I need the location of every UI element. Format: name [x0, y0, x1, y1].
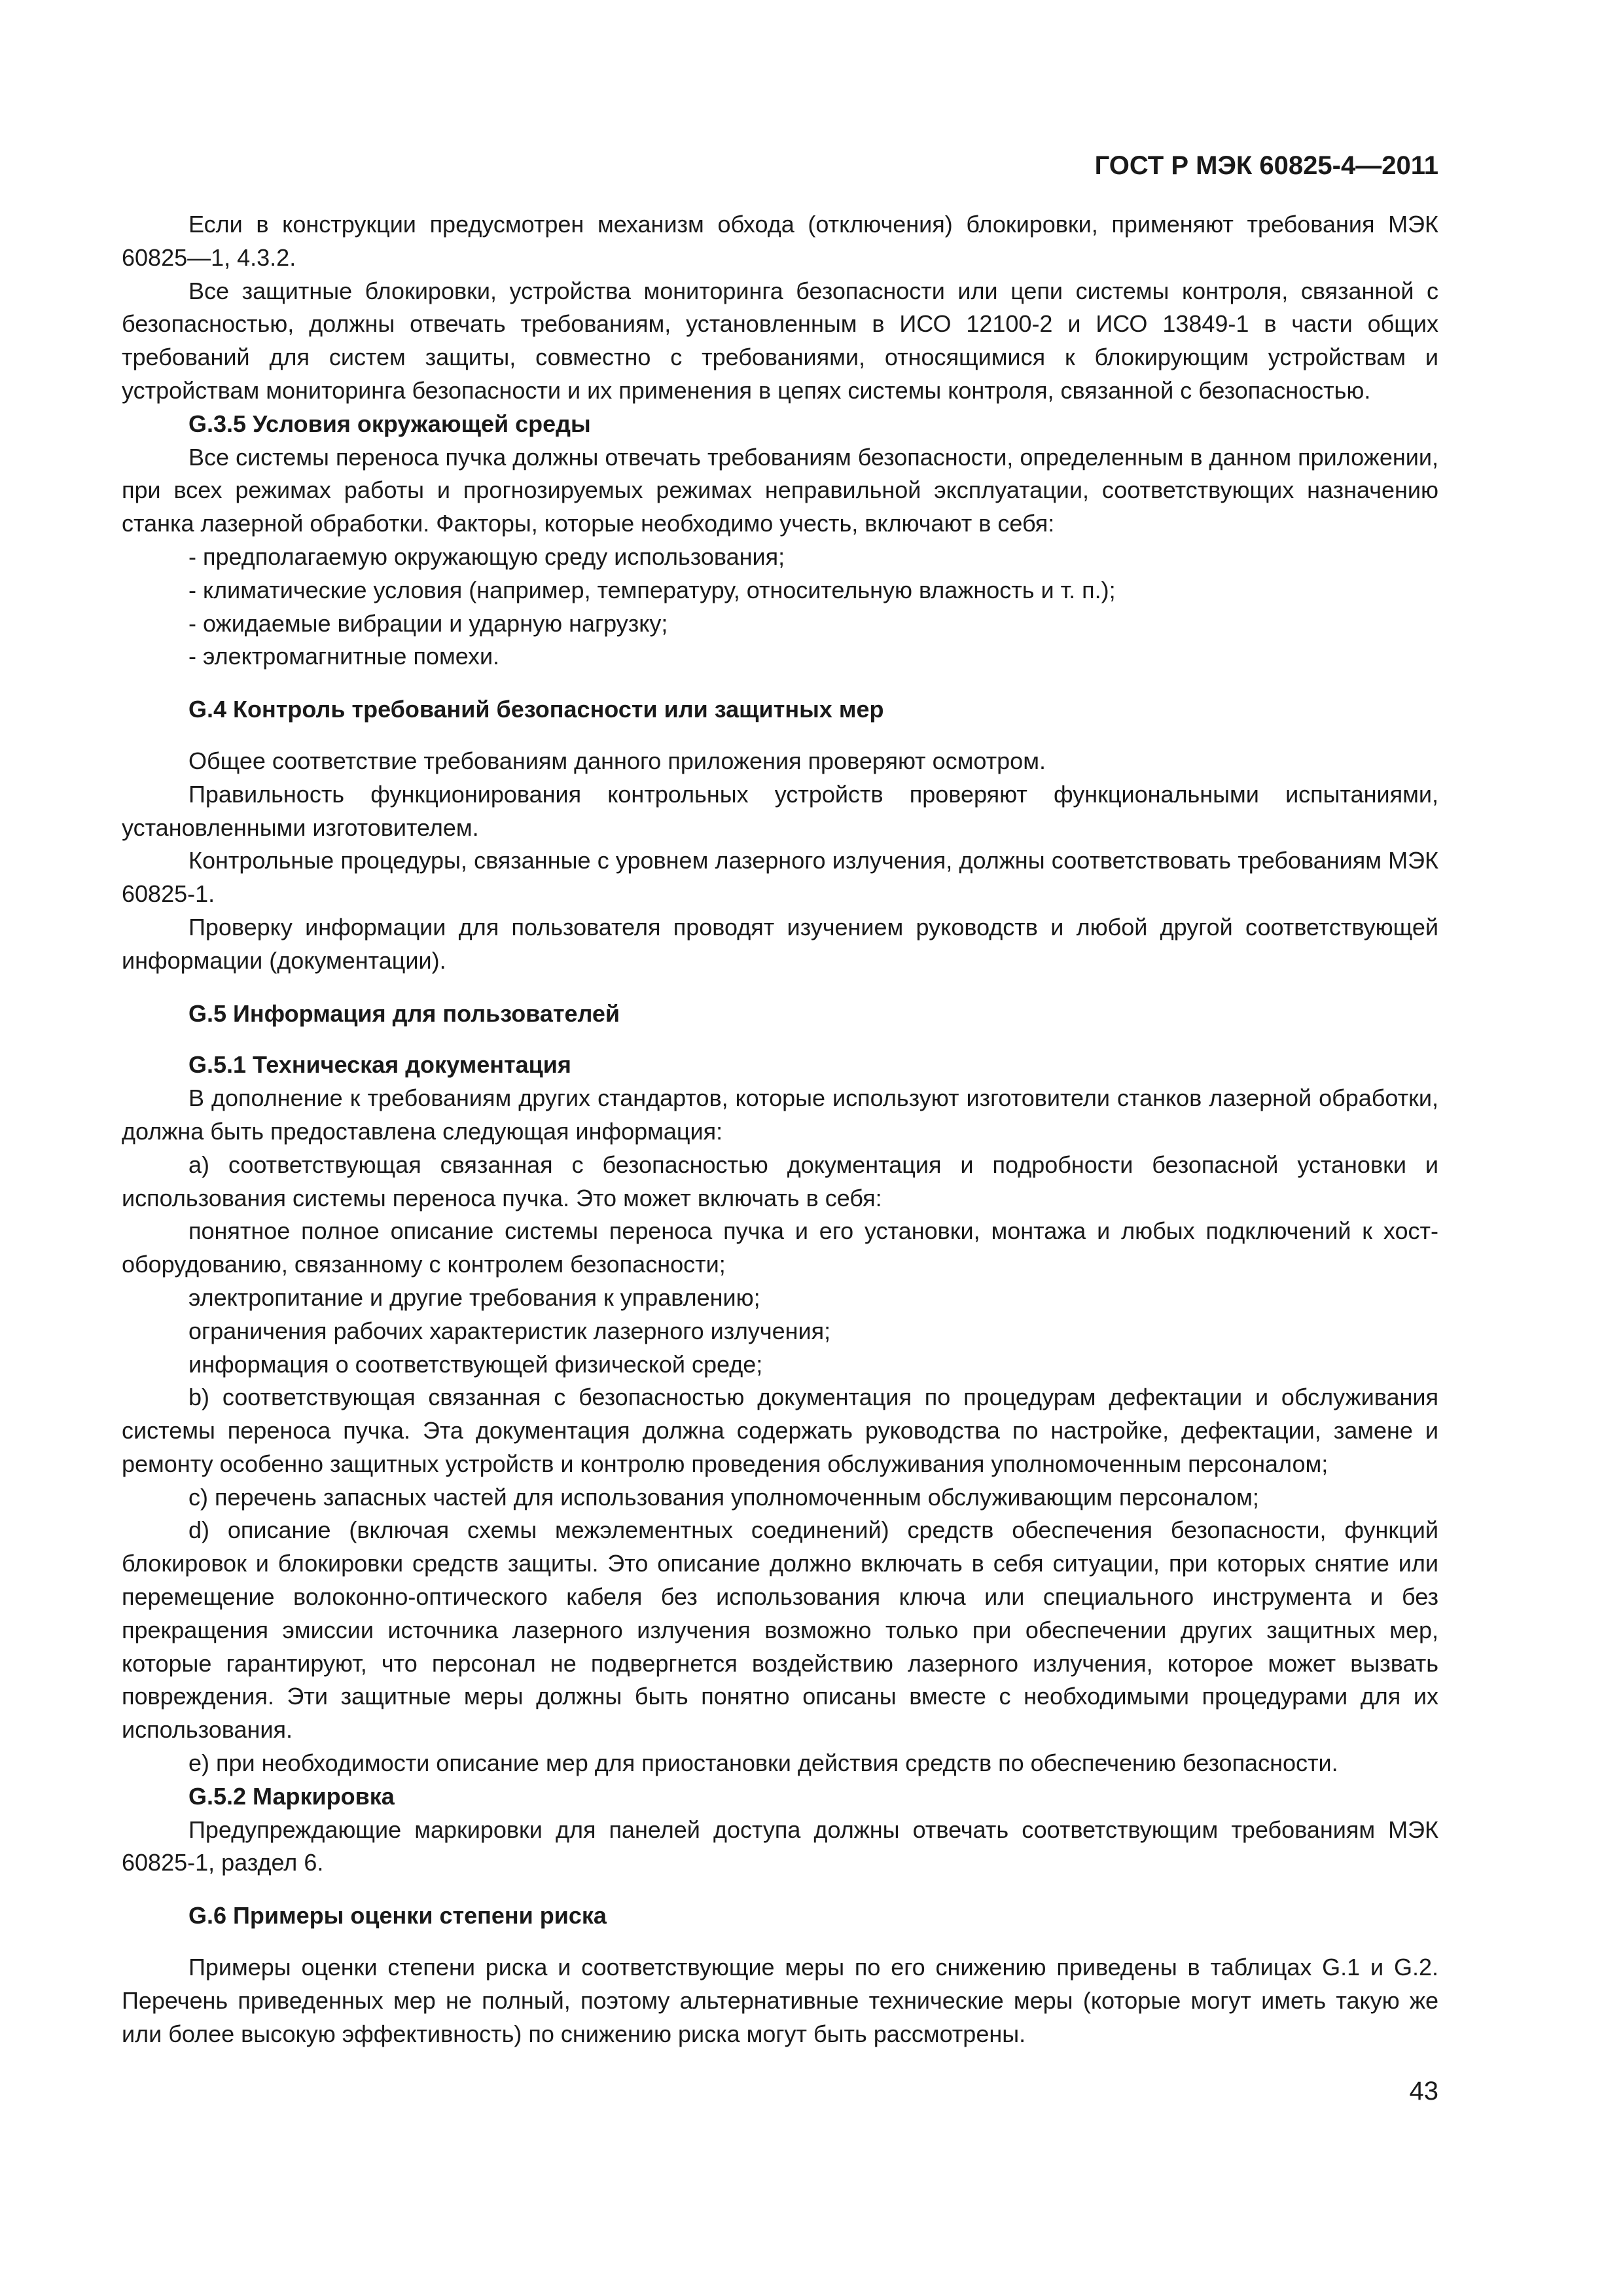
paragraph: Общее соответствие требованиям данного приложения проверяют осмотром. [188, 747, 1046, 774]
paragraph: Контрольные процедуры, связанные с уровнем лазерного излучения, должны соответствовать требованиям МЭК 60825-1. [122, 847, 1438, 908]
document-header: ГОСТ Р МЭК 60825-4—2011 [1094, 151, 1438, 180]
paragraph: электропитание и другие требования к управлению; [188, 1283, 760, 1311]
section-heading: G.4 Контроль требований безопасности или защитных мер [188, 696, 884, 723]
list-item: - ожидаемые вибрации и ударную нагрузку; [188, 609, 668, 637]
paragraph: Все системы переноса пучка должны отвечать требованиям безопасности, определенным в данном приложении, при всех режимах работы и прогнозируемых режимах неправильной эксплуатации, соответствующих назначению станка лазерной обработки. Факторы, которые необходимо учесть, включают в себя: [122, 443, 1438, 537]
paragraph: Если в конструкции предусмотрен механизм обхода (отключения) блокировки, применяют требования МЭК 60825—1, 4.3.2. [122, 211, 1438, 271]
paragraph: Проверку информации для пользователя проводят изучением руководств и любой другой соответствующей информации (документации). [122, 913, 1438, 974]
paragraph: ограничения рабочих характеристик лазерного излучения; [188, 1317, 831, 1344]
paragraph: понятное полное описание системы переноса пучка и его установки, монтажа и любых подключений к хост-оборудованию, связанному с контролем безопасности; [122, 1217, 1438, 1278]
paragraph: Правильность функционирования контрольных устройств проверяют функциональными испытаниями, установленными изготовителем. [122, 780, 1438, 841]
list-item: - электромагнитные помехи. [188, 643, 500, 670]
paragraph: a) соответствующая связанная с безопасностью документация и подробности безопасной установки и использования системы переноса пучка. Это может включать в себя: [122, 1151, 1438, 1211]
paragraph: Все защитные блокировки, устройства мониторинга безопасности или цепи системы контроля, связанной с безопасностью, должны отвечать требованиям, установленным в ИСО 12100-2 и ИСО 13849-1 в части общих требований для систем защиты, совместно с требованиями, относящимися к блокирующим устройствам и устройствам мониторинга безопасности и их применения в цепях системы контроля, связанной с безопасностью. [122, 277, 1438, 404]
paragraph: c) перечень запасных частей для использования уполномоченным обслуживающим персоналом; [188, 1483, 1259, 1511]
section-heading: G.5.2 Маркировка [188, 1782, 395, 1810]
section-heading: G.3.5 Условия окружающей среды [188, 410, 591, 437]
document-body [122, 208, 1438, 2051]
paragraph: d) описание (включая схемы межэлементных соединений) средств обеспечения безопасности, функций блокировок и блокировки средств защиты. Это описание должно включать в себя ситуации, при которых снятие или перемещение волоконно-оптического кабеля без использования ключа или специального инструмента и без прекращения эмиссии источника лазерного излучения возможно только при обеспечении других защитных мер, которые гарантируют, что персонал не подвергнется воздействию лазерного излучения, которое может вызвать повреждения. Эти защитные меры должны быть понятно описаны вместе с необходимыми процедурами для их использования. [122, 1516, 1438, 1744]
paragraph: e) при необходимости описание мер для приостановки действия средств по обеспечению безопасности. [188, 1749, 1338, 1777]
section-heading: G.6 Примеры оценки степени риска [188, 1902, 607, 1929]
section-heading: G.5.1 Техническая документация [188, 1051, 571, 1079]
paragraph: b) соответствующая связанная с безопасностью документация по процедурам дефектации и обслуживания системы переноса пучка. Эта документация должна содержать руководства по настройке, дефектации, замене и ремонту особенно защитных устройств и контролю проведения обслуживания уполномоченным персоналом; [122, 1384, 1438, 1477]
paragraph: информация о соответствующей физической среде; [188, 1350, 763, 1378]
paragraph: В дополнение к требованиям других стандартов, которые используют изготовители станков лазерной обработки, должна быть предоставлена следующая информация: [122, 1085, 1438, 1145]
section-heading: G.5 Информация для пользователей [188, 999, 620, 1027]
paragraph: Предупреждающие маркировки для панелей доступа должны отвечать соответствующим требованиям МЭК 60825-1, раздел 6. [122, 1816, 1438, 1876]
list-item: - предполагаемую окружающую среду использования; [188, 543, 785, 570]
paragraph: Примеры оценки степени риска и соответствующие меры по его снижению приведены в таблицах G.1 и G.2. Перечень приведенных мер не полный, поэтому альтернативные технические меры (которые могут иметь такую же или более высокую эффективность) по снижению риска могут быть рассмотрены. [122, 1954, 1438, 2047]
list-item: - климатические условия (например, температуру, относительную влажность и т. п.); [188, 576, 1116, 603]
page-number: 43 [1409, 2077, 1438, 2106]
